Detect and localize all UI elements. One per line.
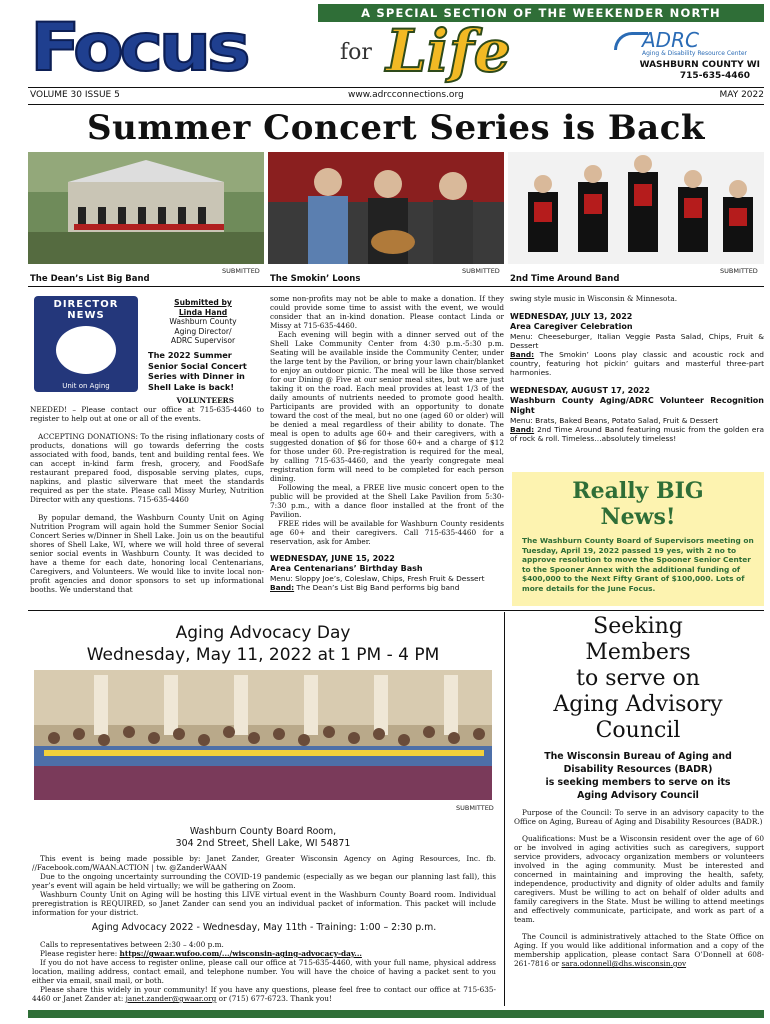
register-lead: Please register here: <box>40 949 120 958</box>
section-banner: A SPECIAL SECTION OF THE WEEKENDER NORTH <box>318 4 764 22</box>
director-lead: The 2022 Summer Senior Social Concert Series with Dinner in Shell Lake is back! <box>148 350 247 392</box>
event-title: Area Centenarians’ Birthday Bash <box>270 564 423 573</box>
contact-email-link[interactable]: sara.odonnell@dhs.wisconsin.gov <box>561 959 687 968</box>
photo-caption: The Dean’s List Big Band <box>30 274 150 284</box>
website-link[interactable]: www.adrcconnections.org <box>348 90 464 100</box>
byline-lead: Submitted by <box>174 298 232 307</box>
contact-lead: The Council is administratively attached to the State Office on Aging. If you would like additional information and a copy of the membership application, please contact Sara O’Donnell at 608-261-7816 or <box>514 932 764 968</box>
paragraph: Purpose of the Council: To serve in an advisory capacity to the Office on Aging, Bureau of Aging and Disability Resources (BADR.) <box>514 808 764 826</box>
group-photo-image <box>34 670 492 800</box>
divider <box>28 610 764 611</box>
paragraph: Each evening will begin with a dinner served out of the Shell Lake Community Center from 4:30 p.m.-5:30 p.m. Seating will be available inside the Community Center, under the large tent by the Pavilion, or bring your lawn chair/blanket to enjoy an outdoor picnic. The meal will be like those served for our Dining @ Five at our senior meal sites, but we are just taking it on the road. Each meal provides at least 1/3 of the daily amounts of nutrients needed to promote good health. Participants are provided with an opportunity to donate toward the cost of the meal, but no one (aged 60 or older) will be denied a meal regardless of their ability to donate. The meal is open to adults age 60+ and their caregivers, with a suggested donation of $6 for those 60+ and a charge of $12 for those under 60. Pre-registration is required for the meal, by calling 715-635-4460, and the yearly congregate meal registration form will need to be completed for each person dining. <box>270 330 504 483</box>
adrc-logo: ADRC <box>642 28 699 52</box>
seeking-sub-line: The Wisconsin Bureau of Aging and <box>544 751 732 762</box>
event-menu: Menu: Cheeseburger, Italian Veggie Pasta Salad, Chips, Fruit & Dessert <box>510 332 764 350</box>
paragraph: Following the meal, a FREE live music concert open to the public will be provided at the Shell Lake Pavilion from 5:30-7:30 p.m., with a dance floor installed at the front of the Pavilion. <box>270 483 504 519</box>
concert-series-paragraph: By popular demand, the Washburn County Unit on Aging Nutrition Program will again hold the Summer Senior Social Concert Series w/Dinner in Shell Lake. Join us on the beautiful shores of Shell Lake, WI, where we will hold three of several senior social events in Washburn County. It was decided to have a theme for each date, honoring local Centenarians, Caregivers, and Volunteers. We would like to invite local non-profit agencies and donor sponsors to set up informational booths. We understand that <box>30 513 264 594</box>
photo-credit: SUBMITTED <box>462 267 500 275</box>
seeking-title-line: Council <box>595 718 681 743</box>
seeking-title-line: Seeking <box>593 614 683 639</box>
big-news-title-emphasis: BIG <box>656 478 704 504</box>
seeking-sub-line: Aging Advisory Council <box>577 790 699 801</box>
paragraph: Qualifications: Must be a Wisconsin resident over the age of 60 or be involved in aging activities such as caregivers, support service providers, advocacy organization members or volunteers involved in the aging community. Must be interested and concerned in maintaining and improving the health, safety, independence, productivity and dignity of older adults and family caregivers. Must be willing to act on behalf of older adults and family caregivers in the State. Must be willing to attend meetings and effectively communicate, participate, and work as part of a team. <box>514 834 764 924</box>
byline-role: Washburn County <box>169 317 237 326</box>
seeking-text <box>514 808 764 968</box>
masthead-rule-bottom <box>28 104 764 105</box>
location-line: 304 2nd Street, Shell Lake, WI 54871 <box>175 838 351 849</box>
issue-month: MAY 2022 <box>719 90 764 100</box>
band-photo-image <box>268 152 504 264</box>
seeking-subheading <box>512 750 764 802</box>
big-news-title-line1 <box>512 478 764 504</box>
event-title: Area Caregiver Celebration <box>510 322 633 331</box>
advocacy-heading <box>28 622 498 666</box>
byline-author: Linda Hand <box>178 307 228 317</box>
issue-bar <box>28 90 764 104</box>
volunteers-text: NEEDED! – Please contact our office at 715-635-4460 to register to help out at one or all of the events. <box>30 405 264 423</box>
event-band: The Dean’s List Big Band performs big band <box>294 583 460 592</box>
right-column-text <box>510 294 764 443</box>
masthead-title-life: Life <box>386 17 511 85</box>
adrc-phone: 715-635-4460 <box>679 71 750 81</box>
email-link[interactable]: janet.zander@gwaar.org <box>125 994 217 1003</box>
adrc-logo-block <box>612 28 764 82</box>
event-band: 2nd Time Around Band featuring music from the golden era of rock & roll. Timeless…absolutely timeless! <box>510 425 764 443</box>
photo-credit: SUBMITTED <box>720 267 758 275</box>
middle-column-text <box>270 294 504 592</box>
band-label: Band: <box>270 583 295 592</box>
byline <box>144 298 262 346</box>
share-tail: or (715) 677-6723. Thank you! <box>216 994 332 1003</box>
adrc-subtitle: Aging & Disability Resource Center <box>642 50 748 57</box>
advocacy-subheading: Aging Advocacy 2022 - Wednesday, May 11th - Training: 1:00 – 2:30 p.m. <box>91 922 437 933</box>
band-photo-image <box>28 152 264 264</box>
photo-2nd-time-around <box>508 152 764 264</box>
director-column-text <box>30 396 264 594</box>
advocacy-title: Aging Advocacy Day <box>175 623 351 643</box>
event-band: The Smokin’ Loons play classic and acoustic rock and country, featuring hot pickin’ guitars and masterful three-part harmonies. <box>510 350 764 377</box>
photo-caption: The Smokin’ Loons <box>270 274 361 284</box>
volume-issue: VOLUME 30 ISSUE 5 <box>30 90 120 100</box>
photo-caption: 2nd Time Around Band <box>510 274 620 284</box>
band-label: Band: <box>510 350 535 359</box>
advocacy-date: Wednesday, May 11, 2022 at 1 PM - 4 PM <box>86 645 440 665</box>
divider <box>28 286 764 287</box>
seeking-sub-line: Disability Resources (BADR) <box>563 764 713 775</box>
big-news-box <box>512 472 764 606</box>
director-news-title: NEWS <box>67 310 105 321</box>
paragraph: Calls to representatives between 2:30 – 4:00 p.m. <box>40 940 224 949</box>
unit-on-aging-label: Unit on Aging <box>62 382 110 390</box>
seeking-sub-line: is seeking members to serve on its <box>545 777 731 788</box>
paragraph: This event is being made possible by: Janet Zander, Greater Wisconsin Agency on Aging Resources, Inc. fb. //Facebook.com/WAAN.ACTION | tw. @ZanderWAAN <box>32 854 496 872</box>
photo-deans-list-band <box>28 152 264 264</box>
big-news-text: The Washburn County Board of Supervisors meeting on Tuesday, April 19, 2022 passed 19 yes, with 2 no to approve resolution to move the Spooner Senior Center to the Spooner Annex with the additional funding of $400,000 to the Next Fifty Grant of $100,000. Lots of more details for the June Focus. <box>522 536 754 593</box>
share-lead: Please share this widely in your community! If you have any questions, please feel free to contact our office at 715-635-4460 or Janet Zander at: <box>32 985 496 1003</box>
seeking-title-line: Aging Advisory <box>553 692 723 717</box>
event-date: WEDNESDAY, JUNE 15, 2022 <box>270 554 395 563</box>
band-photo-image <box>508 152 764 264</box>
county-seal-icon <box>54 324 118 376</box>
big-news-title-part: Really <box>572 478 656 504</box>
column-divider <box>504 612 505 1006</box>
seeking-title-line: Members <box>585 640 691 665</box>
director-news-title: DIRECTOR <box>53 299 119 310</box>
location-line: Washburn County Board Room, <box>189 826 337 837</box>
band-label: Band: <box>510 425 535 434</box>
paragraph: swing style music in Wisconsin & Minnesota. <box>510 294 678 303</box>
advocacy-text <box>32 854 496 917</box>
event-title: Washburn County Aging/ADRC Volunteer Recognition Night <box>510 396 764 415</box>
advocacy-location <box>28 826 498 850</box>
paragraph: some non-profits may not be able to make a donation. If they could provide some time to assist with the event, we would consider that an in-kind donation. Please contact Linda or Missy at 715-635-4460. <box>270 294 504 330</box>
photo-credit: SUBMITTED <box>456 804 494 812</box>
photo-credit: SUBMITTED <box>222 267 260 275</box>
byline-role: ADRC Supervisor <box>170 336 236 345</box>
seeking-heading <box>512 614 764 744</box>
masthead-rule-top <box>28 87 764 88</box>
director-news-badge <box>34 296 138 392</box>
event-menu: Menu: Brats, Baked Beans, Potato Salad, Fruit & Dessert <box>510 416 719 425</box>
event-date: WEDNESDAY, JULY 13, 2022 <box>510 312 633 321</box>
photo-smokin-loons <box>268 152 504 264</box>
masthead-title-for: for <box>340 40 372 65</box>
register-link[interactable]: https://gwaar.wufoo.com/.../wisconsin-aging-advocacy-day... <box>119 949 362 958</box>
page-headline: Summer Concert Series is Back <box>87 108 705 148</box>
paragraph: Due to the ongoing uncertainty surrounding the COVID-19 pandemic (especially as we began our planning last fall), this year’s event will again be held virtually; we will be gathering on Zoom. <box>32 872 496 890</box>
paragraph: FREE rides will be available for Washburn County residents age 60+ and their caregivers. Call 715-635-4460 for a reservation, ask for Amber. <box>270 519 504 546</box>
event-menu: Menu: Sloppy Joe’s, Coleslaw, Chips, Fresh Fruit & Dessert <box>270 574 485 583</box>
advocacy-text-2 <box>32 940 496 1003</box>
masthead-title-focus: Focus <box>30 9 247 86</box>
paragraph: If you do not have access to register online, please call our office at 715-635-4460, with your full name, physical address location, mailing address, contact email, and telephone number. You will have the choice of having a packet sent to you either via email, snail mail, or both. <box>32 958 496 985</box>
donations-paragraph: ACCEPTING DONATIONS: To the rising inflationary costs of products, donations will go towards deferring the costs associated with food, bands, tent and building rental fees. We can accept in-kind farm fresh, grocery, and FoodSafe restaurant prepared food, disposable serving plates, cups, napkins, and plastic silverware that meet the standards required as per the state. Please call Missy Murley, Nutrition Director with any questions. 715-635-4460 <box>30 432 264 504</box>
byline-role: Aging Director/ <box>174 326 232 336</box>
volunteers-heading: VOLUNTEERS <box>176 396 234 405</box>
seeking-title-line: to serve on <box>576 666 700 691</box>
paragraph: Washburn County Unit on Aging will be hosting this LIVE virtual event in the Washburn County Board room. Individual preregistration is REQUIRED, so Janet Zander can send you an individual packet of information. This packet will include information for your district. <box>32 890 496 917</box>
advocacy-group-photo <box>34 670 492 800</box>
footer-bar <box>28 1010 764 1018</box>
event-date: WEDNESDAY, AUGUST 17, 2022 <box>510 386 650 395</box>
big-news-title-line2: News! <box>600 504 676 530</box>
adrc-county: WASHBURN COUNTY WI <box>639 60 760 70</box>
